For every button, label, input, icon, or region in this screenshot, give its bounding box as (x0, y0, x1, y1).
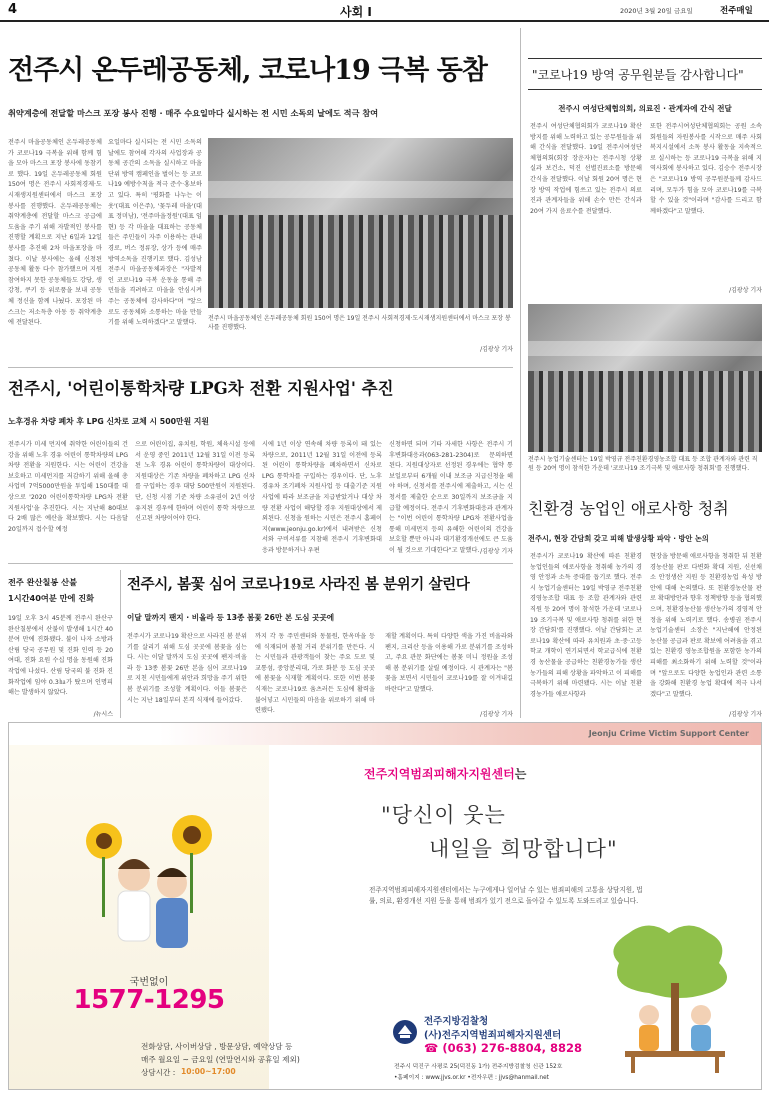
ad-center-name: (사)전주지역범죄피해자지원센터 (424, 1030, 562, 1041)
article1-col2: 요일마다 실시되는 전 시민 소독의 날에도 참여해 각자의 사업장과 공동체 공간의 소독을 실시하고 마을 단위 방역 캠페인을 벌이는 등 코로나19 예방수칙을 적극 준수·홍보하고 있다. 특히 '평화를 나누는 이웃'(대표 이은주), '꽃두레 마을'(대표 정미남), '전주마을정원'(대표 임현) 등 각 마을을 대표하는 공동체들은 주민들이 자주 이용하는 관내 경로, 버스 정류장, 상가 등에 매주 방역소독을 진행키로 했다. 김성남 전주시 마을공동체과장은 "자발적인 코로나19 극복 운동을 통해 주민들을 격려하고 마을을 안심시켜 주는 공동체에 감사하다"며 "앞으로도 공동체와 소통하는 마을 만들기를 위해 노력하겠다"고 말했다. (108, 139, 202, 327)
ad-org-name: 전주지역범죄피해자지원센터 (364, 767, 515, 781)
article3-col4: 신청하면 되며 기타 자세한 사항은 전주시 기후변화대응과(063-281-2304)로 문의하면 된다. 지원대상자로 선정된 경우에는 협약 통보일로부터 6개월 이내 보조금 지급신청을 해야 하며, 신청서를 전주시에 제출하고, 시는 신청서를 제출한 순으로 30일까지 보조금을 지급할 예정이다. 전주시 기후변화대응과 관계자는 "이번 어린이 통학차량 LPG차 전환사업을 통해 미세먼지 등의 유해한 어린이의 건강을 보호할 뿐만 아니라 대기환경개선에도 큰 도움이 될 것으로 기대한다"고 말했다. (389, 441, 513, 554)
article4-photo-caption: 전주시 농업기술센터는 19일 박영규 전주친환경영농조합 대표 등 조합 관계자와 관련 직원 등 20여 명이 참석한 가운데 '코로나19 조기극복 및 애로사항 청취회'를 진행했다. (528, 456, 758, 472)
ad-services: 전화상담, 사이버상담 , 방문상담, 예약상담 등 (141, 1042, 293, 1051)
prosecutor-emblem-icon (392, 1019, 418, 1045)
section-name: 사회 I (340, 5, 372, 19)
ad-hours: 매주 월요일 ~ 금요일 (연말연시와 공휴일 제외) (141, 1055, 300, 1064)
ad-frame (8, 722, 762, 1090)
ad-org-suffix: 는 (514, 767, 527, 781)
article1-col1: 전주시 마을공동체인 온두레공동체가 코로나19 극복을 위해 함께 힘을 모아 마스크 포장 봉사에 동참키로 했다. 19일 온두레공동체 회원 150여 명은 전주시 사회적경제·도시재생지원센터에서 마스크 포장 봉사를 진행했다. 온두레공동체는 취약계층에 전달할 마스크 공급에 도움을 주기 위해 자발적인 봉사를 진행할 계획으로 지난 6일과 12일 봉사를 추진해 2차 마을포장을 마쳤다. 이날 봉사에는 올해 신청된 공동체 활동 다수 참가했으며 지원 참여하지 못한 공동체들도 강당, 생강청, 쿠키 등 위로품을 보내 공동체 정신을 함께 나눴다. 포장된 마스크는 저소득층 아동 등 취약계층에 전달된다. (8, 139, 102, 327)
page-header (0, 0, 769, 20)
article3-headline: 전주시, '어린이통학차량 LPG차 전환 지원사업' 추진 (8, 379, 394, 398)
ad-slogan-line1: "당신이 웃는 (381, 803, 506, 827)
vertical-divider (520, 28, 521, 718)
hotline-number[interactable]: 1577-1295 (73, 985, 225, 1015)
article6-col2: 까지 각 동 주민센터와 동물원, 한옥마을 등에 식재되며 봄철 거리 분위기를 만든다. 시는 시민들과 관광객들이 찾는 주요 도로 및 교통섬, 중앙분리대, 가로 화분 등 도심 곳곳에 봄꽃을 식재할 계획이다. 또한 이번 봄꽃 식재는 코로나19로 움츠러든 도심에 활력을 불어넣고 시민들의 마음을 위로하기 위해 마련됐다. (255, 633, 375, 715)
article1-photo (208, 138, 513, 308)
article3-col3: 시에 1년 이상 연속해 차량 등록이 돼 있는 차량으로, 2011년 12월 31일 이전에 등록된 어린이 통학차량을 폐차하면서 신차로 LPG 통학차를 구입하는 경우이다. 단, 노후경유차 조기폐차 지원사업 등 대출기준 지원사업에 따라 보조금을 지급받았거나 대상 차량 전환 사업이 해당할 경우 지원대상에서 제외된다. 신청을 원하는 시민은 전주시 홈페이지(www.jeonju.go.kr)에서 내려받은 신청서와 구비서류를 지참해 전주시 기후변화대응과 방문하거나 우편 (262, 441, 382, 554)
ad-hours-time: 10:00~17:00 (181, 1067, 236, 1076)
ad-prosecutor: 전주지방검찰청 (424, 1016, 489, 1027)
friends-on-bench-illustration (589, 923, 759, 1083)
article2-col1: 전주시 여성단체협의회가 코로나19 확산 방지를 위해 노력하고 있는 공무원들을 위해 간식을 전달했다. 19일 전주시여성단체협의회(회장 장운자)는 전주시청 상황실과 보건소, 덕진 선별진료소를 방문해 간식을 전달했다. 이날 회원 20여 명은 현장 방역 작업에 힘쓰고 있는 전주시 의료진과 관계자들을 위해 손수 만든 간식과 20여 가지 음료수를 전달했다. (530, 123, 642, 215)
article2-subhead: 전주시 여성단체협의회, 의료진 · 관계자에 간식 전달 (558, 104, 732, 113)
article4-col1: 전주시가 코로나19 확산에 따른 친환경 농업인들의 애로사항을 청취해 농가의 경영 안정과 소득 증대를 돕기로 했다. 전주시 농업기술센터는 19일 박영규 전주친환경영농조합 대표 등 조합 관계자와 관련 직원 등 20여 명이 참석한 가운데 '코로나19 조기극복 및 애로사항 청취를 위한 현장 간담회'를 진행했다. 이날 간담회는 코로나19 확산에 따라 유치원과 초·중·고등학교 개학이 연기되면서 학교급식에 친환경 농산물을 공급하는 친환경농가들 생산 농가들의 피해 상황을 파악하고 이 피해를 극복하기 위해 마련됐다. 시는 이날 친환경농가들 애로사항과 (530, 553, 642, 698)
article5-credit: /뉴시스 (93, 711, 113, 718)
article6-subhead: 이달 말까지 팬지 · 비올라 등 13종 봄꽃 26만 본 도심 곳곳에 (127, 613, 335, 622)
children-with-sunflowers-illustration (64, 813, 234, 968)
ad-org-heading (364, 765, 724, 782)
ad-phone[interactable]: (063) 276-8804, 8828 (442, 1041, 583, 1055)
article4-col2: 현장을 방문해 애로사항을 청취한 뒤 친환경농산물 판로 다변화 확대 지원, 신선채소 안정생산 지원 등 친환경농업 육성 방안에 대해 논의했다. 또 친환경농산물 판로 확대방안과 향후 정책방향 등을 협의했으며, 친환경농산물 생산농가의 경영적 안정을 위해 노력키로 했다. 송병권 전주시 농업기술센터 소장은 "지난해에 안정된 농산물 공급과 판로 확보에 어려움을 겪고 있는 친환경 영농조합원을 포함한 농가의 피해를 최소화하기 위해 노력할 것"이라며 "앞으로도 다양한 농업인과 관련 소통을 강화해 친환경 농업 확대에 적극 나서겠다"고 말했다. (650, 553, 762, 698)
ad-phone-line (424, 1041, 664, 1055)
page-number: 4 (8, 2, 18, 17)
article4-credit: /김광상 기자 (729, 711, 762, 718)
ad-description: 전주지역범죄피해자지원센터에서는 누구에게나 일어날 수 있는 범죄피해의 고통을 상담지원, 법률, 의료, 환경개선 지원 등을 통해 범죄가 있기 전으로 돌아갈 수 있도록 도와드리고 있습니다. (369, 886, 643, 905)
article2-col2: 또한 전주시여성단체협의회는 공원 소속 회원들의 자원봉사를 시작으로 매주 사회복지시설에서 소독 봉사 활동을 지속적으로 실시하는 등 코로나19 극복을 위해 지역사회에 봉사하고 있다. 김승수 전주시장은 "코로나19 방역 공무원분들께 감사드리며, 모두가 힘을 모아 코로나19를 극복할 수 있을 것"이라며 "감사를 드리고 함께하겠다"고 말했다. (650, 123, 762, 215)
article4-subhead: 전주시, 현장 간담회 갖고 피해 발생상황 파악 · 방안 논의 (528, 534, 709, 543)
article6-col3: 재할 계획이다. 특히 다양한 색을 가진 비올라와 팬지, 크리산 등을 이용해 가로 분위기를 조성하고, 주요 관문 화단에는 봄꽃 미니 정원을 조성해 봄 분위기를 살릴 예정이다. 시 관계자는 "봄꽃을 보면서 시민들이 코로나19를 잘 이겨내길 바란다"고 말했다. (385, 633, 513, 693)
phone-icon: ☎ (424, 1041, 439, 1055)
article3-col2: 으로 어린이집, 유치원, 학원, 체육시설 등에서 운영 중인 2011년 12월 31일 이전 등록된 노후 경유 어린이 통학차량이 대상이다. 지원대상은 기존 차량을 폐차하고 LPG 신차를 구입하는 경우 대당 500만원이 지원된다. 단, 신청 시점 기준 차량 소유권이 2년 이상 유지된 경우에 한하며 어린이 통학 차량으로 신고된 차량이어야 한다. (135, 441, 255, 523)
article1-subhead: 취약계층에 전달할 마스크 포장 봉사 진행 · 매주 수요일마다 실시하는 전 시민 소독의 날에도 적극 참여 (8, 108, 379, 118)
article2-headline: "코로나19 방역 공무원분들 감사합니다" (532, 68, 744, 82)
article5-headline: 전주 완산칠봉 산불 (8, 577, 77, 587)
article1-photo-caption: 전주시 마을공동체인 온두레공동체 회원 150여 명은 19일 전주시 사회적경제·도시재생지원센터에서 마스크 포장 봉사를 진행했다. (208, 315, 511, 331)
ad-address: 전주시 덕진구 사평로 25(덕진동 1가) 전주지방검찰청 신관 152호 (394, 1064, 563, 1070)
divider-1 (8, 367, 513, 368)
ad-hours-label: 상담시간 : (141, 1068, 176, 1077)
article6-col1: 전주시가 코로나19 확산으로 사라진 봄 분위기를 살리기 위해 도심 곳곳에 봄꽃을 심는다. 시는 이달 말까지 도심 곳곳에 팬지·비올라 등 13종 봄꽃 26만 본을 심어 코로나19로 지친 시민들에게 위안과 희망을 주기 위한 봄 분위기를 조성할 계획이다. 이들 봄꽃은 시는 지난 18일부터 본격 식재에 들어갔다. (127, 633, 247, 704)
issue-date: 2020년 3월 20일 금요일 (620, 7, 693, 15)
article4-headline: 친환경 농업인 애로사항 청취 (528, 499, 729, 518)
article5-subhead: 1시간40여분 만에 진화 (8, 593, 95, 603)
article4-photo (528, 304, 762, 452)
vertical-divider-2 (120, 570, 121, 718)
ad-slogan-line2: 내일을 희망합니다" (429, 837, 618, 861)
newspaper-name: 전주매일 (720, 6, 753, 16)
header-rule (0, 20, 769, 22)
article6-credit: /김광상 기자 (480, 711, 513, 718)
hotline-label: 국번없이 (129, 977, 169, 988)
article1-credit: /김광상 기자 (480, 346, 513, 353)
divider-2 (8, 563, 513, 564)
article6-headline: 전주시, 봄꽃 심어 코로나19로 사라진 봄 분위기 살린다 (127, 576, 470, 593)
article3-credit: /김광상 기자 (480, 548, 513, 555)
article5-body: 19일 오후 3시 45분께 전주시 완산구 완산칠봉에서 산불이 발생해 1시간 40분여 만에 진화됐다. 불이 나자 소방과 산림 당국 공무원 및 진화 인력 등 20여대, 진화 요원 수십 명을 동원해 진화작업에 나섰다. 산림 당국의 불 진화 진화작업에 임야 0.3㏊가 탔으며 인명피해는 발생하지 않았다. (8, 615, 113, 697)
article2-credit: /김광상 기자 (729, 287, 762, 294)
ad-web[interactable]: •홈페이지 : www.jjvs.or.kr •전자우편 : jjvs@hanmail.net (394, 1075, 549, 1081)
article3-subhead: 노후경유 차량 폐차 후 LPG 신차로 교체 시 500만원 지원 (8, 417, 209, 426)
ad-english-name: Jeonju Crime Victim Support Center (588, 729, 749, 738)
article1-headline: 전주시 온두레공동체, 코로나19 극복 동참 (8, 55, 487, 86)
article3-col1: 전주시가 미세 먼지에 취약한 어린이들의 건강을 위해 노후 경유 어린이 통학차량의 LPG 차량 전환을 지원한다. 시는 어린이 건강을 보호하고 미세먼지를 저감하기 위해 올해 총사업비 7억5000만원을 투입해 150대를 대상으로 '2020 어린이통학차량 LPG차 전환 지원사업'을 추진한다. 시는 지난해 80대보다 2배 많은 예산을 확보했다. 시는 다음달 20일까지 접수할 예정 (8, 441, 128, 533)
